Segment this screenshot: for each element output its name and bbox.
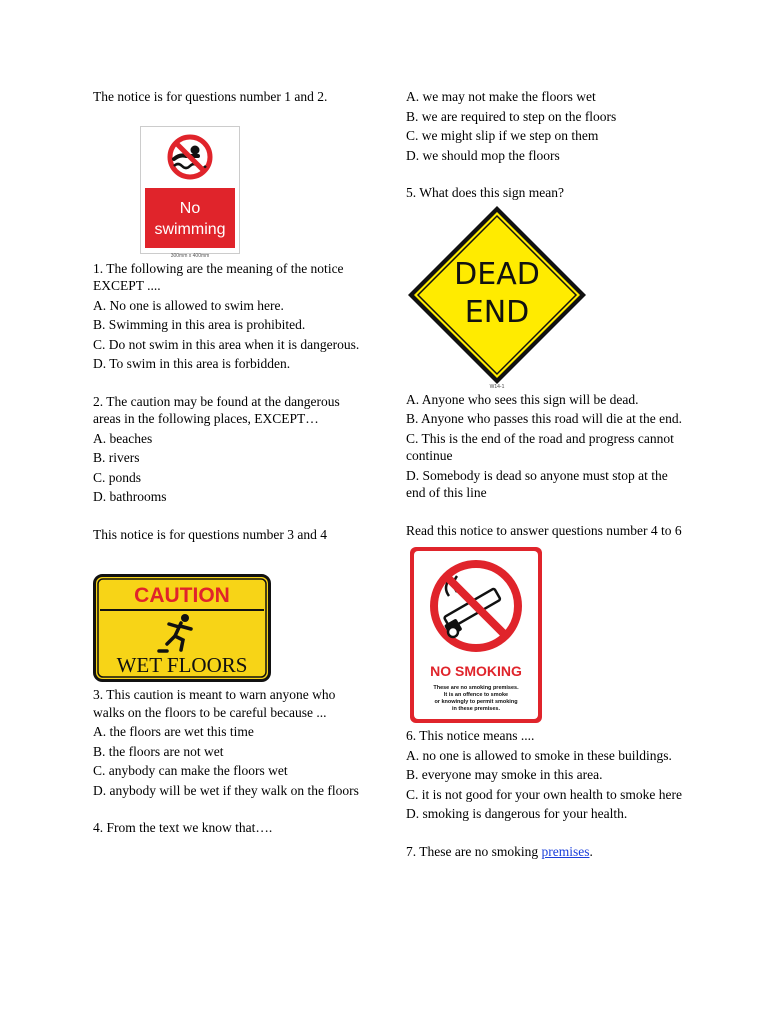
no-smoking-title: NO SMOKING bbox=[430, 663, 522, 679]
question-4-option-a: A. we may not make the floors wet bbox=[406, 89, 596, 104]
no-swimming-icon bbox=[170, 137, 210, 177]
question-2-option-a: A. beaches bbox=[93, 430, 153, 446]
no-swimming-sign bbox=[140, 126, 240, 258]
question-7-prefix: 7. These are no smoking bbox=[406, 843, 542, 859]
question-2 bbox=[93, 393, 365, 506]
question-3-option-c: C. anybody can make the floors wet bbox=[93, 763, 288, 778]
left-column bbox=[93, 88, 365, 837]
question-4-option-d: D. we should mop the floors bbox=[406, 147, 560, 163]
dead-end-line2: END bbox=[464, 294, 530, 330]
question-5-stem: 5. What does this sign mean? bbox=[406, 185, 564, 200]
right-column bbox=[406, 88, 682, 860]
dead-end-sign bbox=[406, 204, 588, 390]
caution-text: CAUTION bbox=[134, 584, 230, 607]
question-2-stem: 2. The caution may be found at the dangerous areas in the following places, EXCEPT… bbox=[93, 393, 340, 426]
intro-questions-3-4: This notice is for questions number 3 and 4 bbox=[93, 526, 327, 542]
question-6-option-a: A. no one is allowed to smoke in these buildings. bbox=[406, 747, 672, 763]
sign-size-caption: 300mm x 400mm bbox=[170, 252, 210, 258]
premises-link[interactable]: premises bbox=[541, 843, 590, 859]
no-swimming-text-line1: No bbox=[179, 199, 201, 217]
no-smoking-icon bbox=[434, 564, 518, 648]
wet-floors-text: WET FLOORS bbox=[116, 653, 248, 677]
no-swimming-text-line2: swimming bbox=[154, 220, 226, 238]
sign-code: W14-1 bbox=[489, 383, 505, 390]
question-3 bbox=[93, 686, 365, 799]
question-1-option-b: B. Swimming in this area is prohibited. bbox=[93, 317, 306, 332]
no-smoking-fine-print-1: These are no smoking premises. bbox=[433, 685, 519, 691]
question-1-option-c: C. Do not swim in this area when it is dangerous. bbox=[93, 336, 360, 352]
question-7-stem bbox=[406, 843, 682, 861]
no-smoking-fine-print-3: or knowingly to permit smoking bbox=[434, 699, 518, 705]
question-1-option-a: A. No one is allowed to swim here. bbox=[93, 297, 284, 313]
question-1-stem: 1. The following are the meaning of the notice EXCEPT .... bbox=[93, 260, 344, 293]
question-4-option-c: C. we might slip if we step on them bbox=[406, 128, 599, 143]
no-smoking-sign bbox=[409, 546, 543, 724]
no-smoking-fine-print-2: It is an offence to smoke bbox=[443, 692, 509, 698]
intro-questions-4-6: Read this notice to answer questions number 4 to 6 bbox=[406, 522, 682, 538]
question-6-stem: 6. This notice means .... bbox=[406, 728, 535, 743]
question-6-option-b: B. everyone may smoke in this area. bbox=[406, 767, 603, 782]
question-4-options bbox=[406, 88, 682, 164]
question-6 bbox=[406, 727, 682, 823]
question-2-option-b: B. rivers bbox=[93, 450, 140, 465]
question-5-option-a: A. Anyone who sees this sign will be dead. bbox=[406, 391, 639, 407]
question-4-stem: 4. From the text we know that…. bbox=[93, 820, 273, 835]
question-5-option-b: B. Anyone who passes this road will die at the end. bbox=[406, 411, 682, 426]
question-5-option-d: D. Somebody is dead so anyone must stop at the end of this line bbox=[406, 467, 668, 500]
question-6-option-d: D. smoking is dangerous for your health. bbox=[406, 806, 628, 821]
question-6-option-c: C. it is not good for your own health to smoke here bbox=[406, 786, 682, 802]
question-5-options bbox=[406, 391, 682, 502]
question-5-option-c: C. This is the end of the road and progress cannot continue bbox=[406, 430, 674, 463]
no-smoking-fine-print-4: in these premises. bbox=[452, 706, 500, 712]
dead-end-line1: DEAD bbox=[454, 256, 540, 292]
question-3-option-a: A. the floors are wet this time bbox=[93, 724, 254, 739]
question-2-option-c: C. ponds bbox=[93, 469, 142, 485]
question-3-option-d: D. anybody will be wet if they walk on the floors bbox=[93, 782, 359, 798]
intro-questions-1-2: The notice is for questions number 1 and 2. bbox=[93, 89, 328, 104]
question-3-stem: 3. This caution is meant to warn anyone who walks on the floors to be careful because ... bbox=[93, 687, 336, 720]
caution-wet-floors-sign bbox=[93, 574, 271, 682]
question-1-option-d: D. To swim in this area is forbidden. bbox=[93, 356, 291, 371]
question-4-option-b: B. we are required to step on the floors bbox=[406, 108, 617, 124]
question-3-option-b: B. the floors are not wet bbox=[93, 743, 224, 759]
question-7-suffix: . bbox=[589, 843, 593, 859]
question-2-option-d: D. bathrooms bbox=[93, 489, 167, 504]
question-1 bbox=[93, 260, 365, 373]
